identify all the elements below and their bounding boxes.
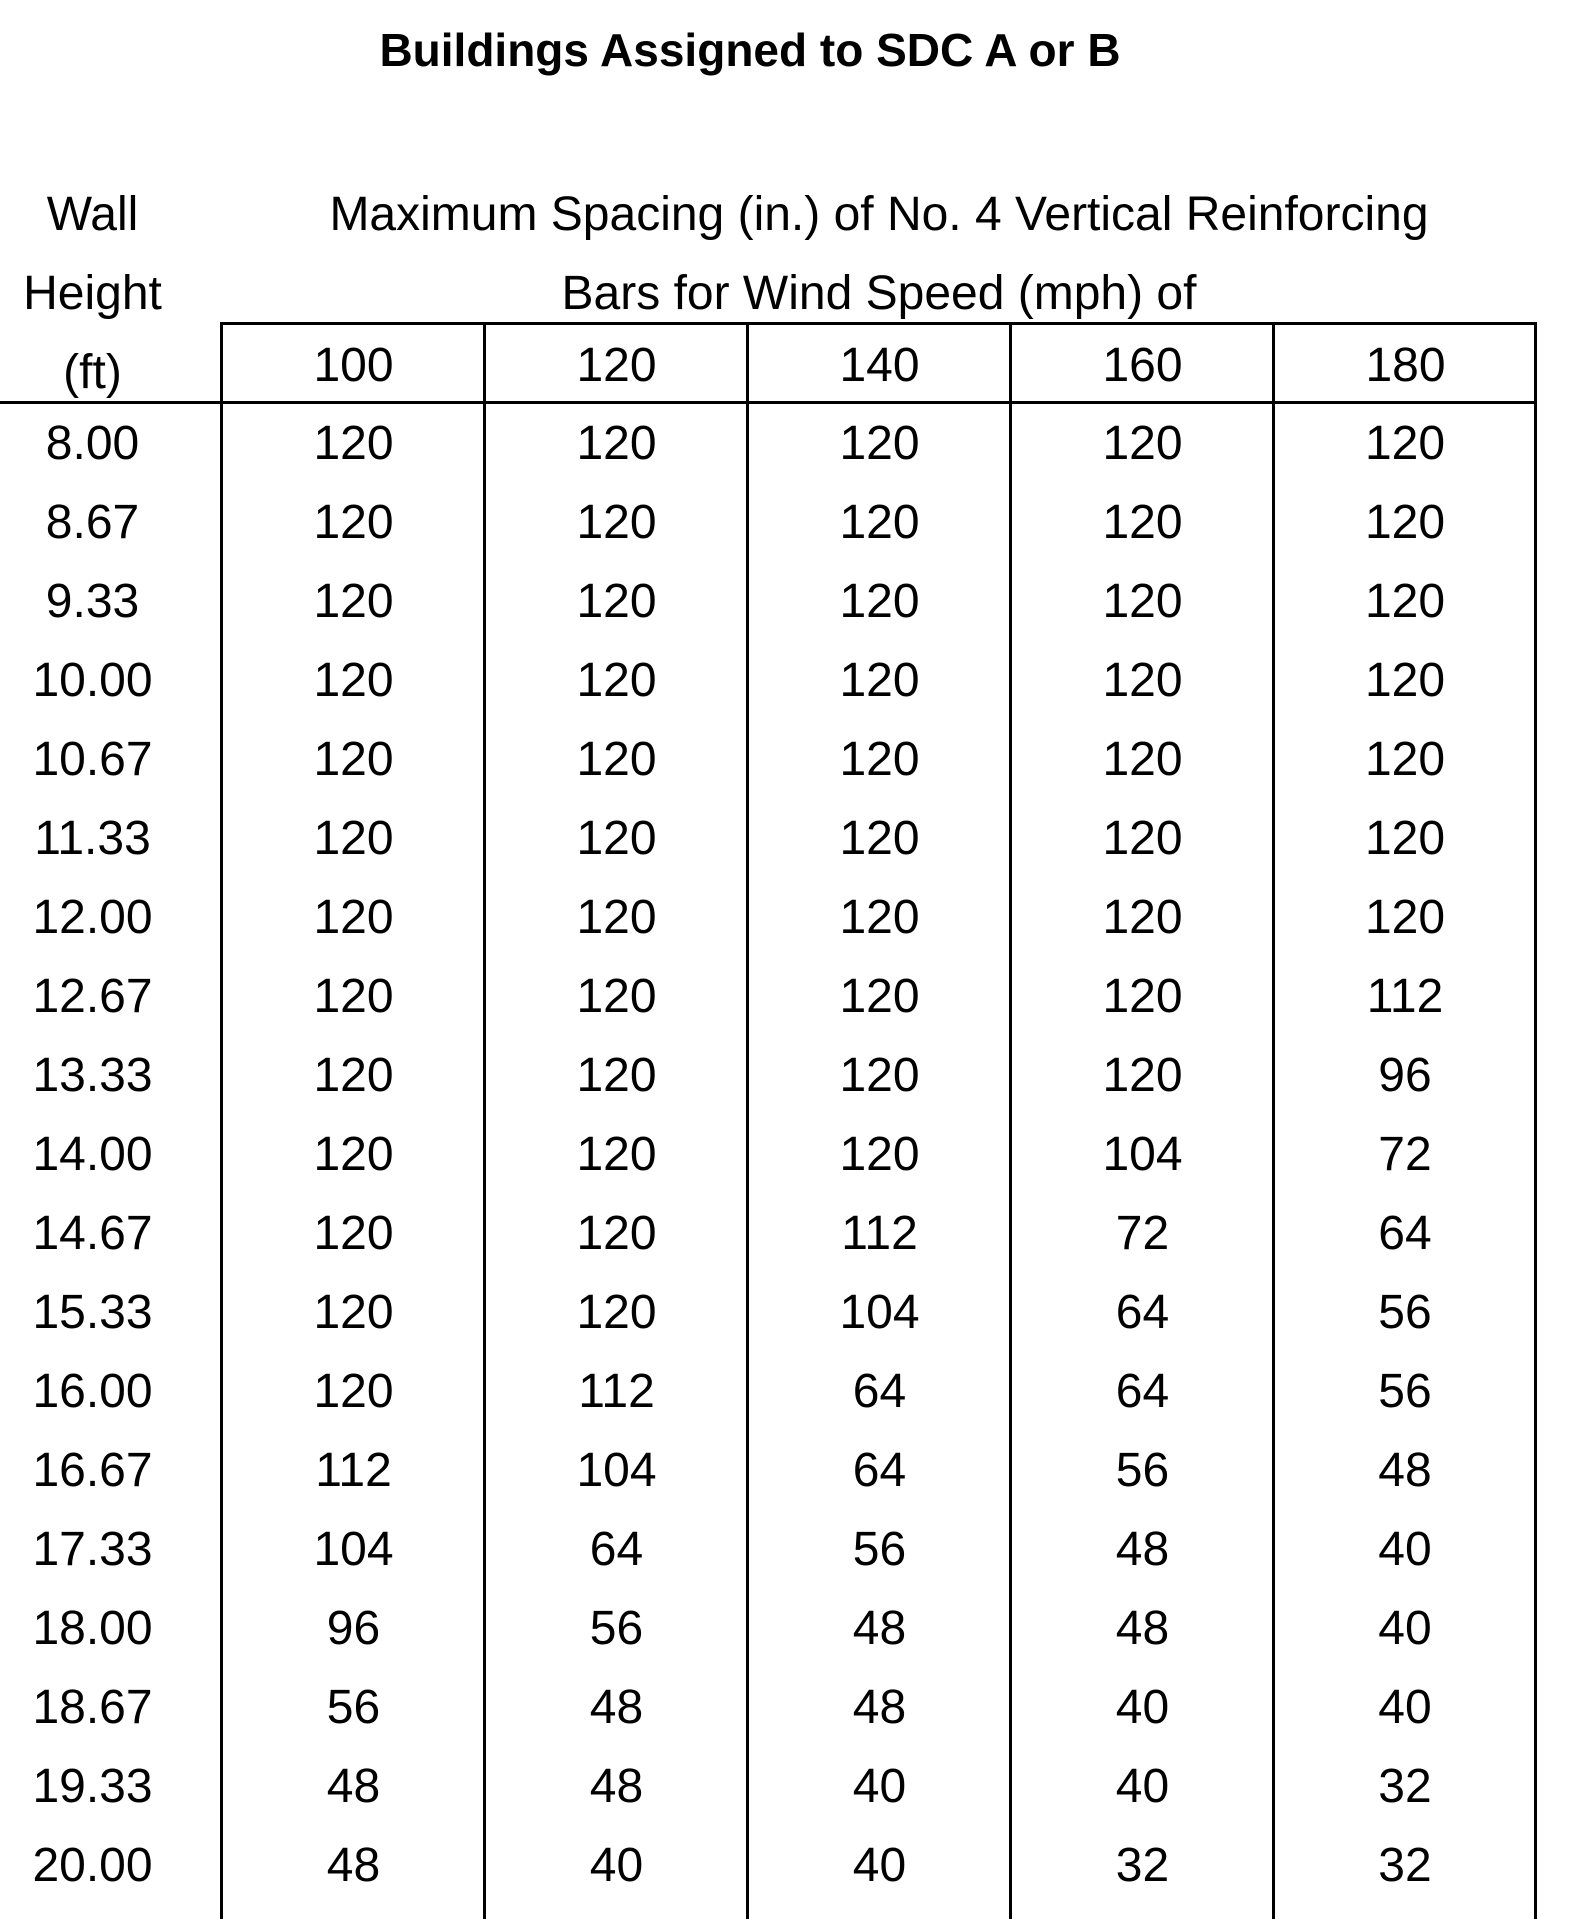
wall-height-cell: 16.00 bbox=[32, 1365, 153, 1418]
spacing-cell: 120 bbox=[1364, 891, 1446, 944]
spacing-cell: 120 bbox=[1102, 891, 1183, 944]
table-row bbox=[0, 1826, 1536, 1905]
header-top-border bbox=[222, 322, 1536, 325]
spacing-cell: 120 bbox=[313, 812, 394, 865]
spacing-cell: 120 bbox=[839, 812, 920, 865]
spacing-cell: 120 bbox=[1102, 654, 1183, 707]
wall-height-cell: 14.67 bbox=[32, 1207, 153, 1260]
wall-height-cell: 8.67 bbox=[45, 496, 140, 549]
spacing-cell: 72 bbox=[1378, 1128, 1432, 1181]
spacing-cell: 96 bbox=[1378, 1049, 1432, 1102]
table-row bbox=[0, 1352, 1536, 1431]
spacing-cell: 120 bbox=[839, 733, 920, 786]
spacing-cell: 120 bbox=[1364, 417, 1446, 470]
table-row bbox=[0, 404, 1536, 483]
spacing-cell: 48 bbox=[1378, 1444, 1432, 1497]
spacing-cell: 48 bbox=[1115, 1523, 1170, 1576]
spacing-cell: 120 bbox=[839, 1128, 920, 1181]
spacing-cell: 112 bbox=[315, 1444, 392, 1497]
spacing-cell: 48 bbox=[589, 1681, 644, 1734]
spacing-cell: 120 bbox=[839, 970, 920, 1023]
wall-height-cell: 12.67 bbox=[32, 970, 153, 1023]
spacing-cell: 120 bbox=[313, 891, 394, 944]
table-row bbox=[0, 1747, 1536, 1826]
wall-height-cell: 18.67 bbox=[32, 1681, 153, 1734]
spacing-cell: 40 bbox=[1378, 1523, 1432, 1576]
spacing-group-header bbox=[222, 175, 1536, 333]
spacing-cell: 120 bbox=[313, 1207, 394, 1260]
spacing-cell: 120 bbox=[313, 575, 394, 628]
spacing-cell: 64 bbox=[1115, 1365, 1170, 1418]
table-row bbox=[0, 1115, 1536, 1194]
wall-height-cell: 12.00 bbox=[32, 891, 153, 944]
spacing-cell: 120 bbox=[576, 1207, 657, 1260]
spacing-cell: 48 bbox=[326, 1839, 381, 1892]
spacing-cell: 40 bbox=[852, 1760, 907, 1813]
spacing-cell: 120 bbox=[1364, 575, 1446, 628]
spacing-cell: 120 bbox=[576, 417, 657, 470]
wall-height-cell: 13.33 bbox=[32, 1049, 153, 1102]
spacing-cell: 120 bbox=[576, 1049, 657, 1102]
wind-speed-header: 120 bbox=[576, 339, 657, 392]
table-row bbox=[0, 641, 1536, 720]
wall-height-header bbox=[0, 175, 185, 412]
spacing-cell: 120 bbox=[313, 970, 394, 1023]
spacing-cell: 120 bbox=[839, 496, 920, 549]
spacing-cell: 120 bbox=[576, 1286, 657, 1339]
wall-height-header-line2: Height bbox=[23, 267, 162, 320]
table-row bbox=[0, 957, 1536, 1036]
spacing-cell: 120 bbox=[313, 417, 394, 470]
spacing-cell: 56 bbox=[1378, 1365, 1432, 1418]
spacing-cell: 40 bbox=[1115, 1681, 1170, 1734]
wall-height-cell: 10.00 bbox=[32, 654, 153, 707]
spacing-cell: 104 bbox=[1102, 1128, 1183, 1181]
spacing-cell: 120 bbox=[576, 970, 657, 1023]
spacing-cell: 48 bbox=[589, 1760, 644, 1813]
spacing-cell: 120 bbox=[576, 812, 657, 865]
spacing-cell: 48 bbox=[852, 1602, 907, 1655]
spacing-cell: 120 bbox=[1364, 654, 1446, 707]
spacing-cell: 120 bbox=[1102, 496, 1183, 549]
spacing-cell: 120 bbox=[1364, 733, 1446, 786]
spacing-cell: 64 bbox=[1378, 1207, 1432, 1260]
wind-speed-header: 100 bbox=[313, 339, 394, 392]
spacing-cell: 120 bbox=[313, 1128, 394, 1181]
spacing-cell: 32 bbox=[1378, 1760, 1432, 1813]
spacing-cell: 56 bbox=[852, 1523, 907, 1576]
spacing-cell: 120 bbox=[839, 417, 920, 470]
spacing-cell: 104 bbox=[839, 1286, 920, 1339]
spacing-cell: 32 bbox=[1115, 1839, 1170, 1892]
spacing-cell: 120 bbox=[313, 733, 394, 786]
spacing-cell: 112 bbox=[578, 1365, 655, 1418]
spacing-cell: 120 bbox=[1102, 812, 1183, 865]
wall-height-cell: 9.33 bbox=[45, 575, 140, 628]
wall-height-cell: 15.33 bbox=[32, 1286, 153, 1339]
spacing-cell: 120 bbox=[313, 1365, 394, 1418]
spacing-cell: 56 bbox=[1378, 1286, 1432, 1339]
wind-speed-header: 140 bbox=[839, 339, 920, 392]
table-row bbox=[0, 878, 1536, 957]
spacing-cell: 120 bbox=[1102, 417, 1183, 470]
spacing-cell: 120 bbox=[576, 654, 657, 707]
wall-height-header-line1: Wall bbox=[46, 188, 139, 241]
table-row bbox=[0, 1589, 1536, 1668]
wall-height-cell: 18.00 bbox=[32, 1602, 153, 1655]
spacing-cell: 120 bbox=[839, 1049, 920, 1102]
table-row bbox=[0, 483, 1536, 562]
spacing-cell: 40 bbox=[1378, 1602, 1432, 1655]
spacing-cell: 120 bbox=[839, 575, 920, 628]
table-row bbox=[0, 1273, 1536, 1352]
spacing-cell: 64 bbox=[852, 1365, 907, 1418]
table-row bbox=[0, 562, 1536, 641]
spacing-cell: 120 bbox=[576, 496, 657, 549]
wall-height-cell: 8.00 bbox=[45, 417, 140, 470]
spacing-cell: 72 bbox=[1115, 1207, 1170, 1260]
wall-height-cell: 11.33 bbox=[34, 812, 151, 865]
spacing-cell: 64 bbox=[1115, 1286, 1170, 1339]
wall-height-cell: 16.67 bbox=[32, 1444, 153, 1497]
wall-height-cell: 20.00 bbox=[32, 1839, 153, 1892]
spacing-cell: 112 bbox=[841, 1207, 918, 1260]
spacing-cell: 120 bbox=[313, 1049, 394, 1102]
spacing-cell: 120 bbox=[1102, 575, 1183, 628]
spacing-cell: 120 bbox=[576, 733, 657, 786]
spacing-cell: 104 bbox=[576, 1444, 657, 1497]
spacing-cell: 56 bbox=[326, 1681, 381, 1734]
table-row bbox=[0, 720, 1536, 799]
spacing-cell: 120 bbox=[1364, 496, 1446, 549]
spacing-cell: 64 bbox=[589, 1523, 644, 1576]
spacing-cell: 32 bbox=[1378, 1839, 1432, 1892]
wind-speed-header: 180 bbox=[1365, 339, 1446, 392]
wall-height-cell: 14.00 bbox=[32, 1128, 153, 1181]
spacing-cell: 64 bbox=[852, 1444, 907, 1497]
spacing-cell: 48 bbox=[1115, 1602, 1170, 1655]
table-row bbox=[0, 1431, 1536, 1510]
spacing-cell: 56 bbox=[589, 1602, 644, 1655]
table-row bbox=[0, 799, 1536, 878]
spacing-cell: 56 bbox=[1115, 1444, 1170, 1497]
spacing-cell: 40 bbox=[589, 1839, 644, 1892]
spacing-cell: 120 bbox=[839, 891, 920, 944]
spacing-cell: 48 bbox=[852, 1681, 907, 1734]
spacing-cell: 120 bbox=[313, 496, 394, 549]
spacing-cell: 40 bbox=[1378, 1681, 1432, 1734]
table-title: Buildings Assigned to SDC A or B bbox=[379, 24, 1121, 76]
spacing-group-header-line2: Bars for Wind Speed (mph) of bbox=[561, 267, 1197, 320]
table-row bbox=[0, 1194, 1536, 1273]
wind-speed-header: 160 bbox=[1102, 339, 1183, 392]
spacing-group-header-line1: Maximum Spacing (in.) of No. 4 Vertical Reinforcing bbox=[329, 188, 1429, 241]
spacing-cell: 120 bbox=[1364, 812, 1446, 865]
spacing-cell: 104 bbox=[313, 1523, 394, 1576]
spacing-cell: 120 bbox=[576, 891, 657, 944]
spacing-cell: 40 bbox=[852, 1839, 907, 1892]
spacing-cell: 120 bbox=[576, 1128, 657, 1181]
spacing-cell: 120 bbox=[1102, 1049, 1183, 1102]
table-row bbox=[0, 1510, 1536, 1589]
spacing-cell: 96 bbox=[326, 1602, 381, 1655]
table-row bbox=[0, 1668, 1536, 1747]
spacing-cell: 112 bbox=[1366, 970, 1444, 1023]
spacing-cell: 120 bbox=[313, 654, 394, 707]
spacing-cell: 40 bbox=[1115, 1760, 1170, 1813]
wall-height-cell: 17.33 bbox=[32, 1523, 153, 1576]
wall-height-cell: 10.67 bbox=[32, 733, 153, 786]
wall-height-header-line3: (ft) bbox=[63, 346, 122, 399]
spacing-cell: 120 bbox=[313, 1286, 394, 1339]
spacing-cell: 120 bbox=[839, 654, 920, 707]
spacing-cell: 48 bbox=[326, 1760, 381, 1813]
spacing-cell: 120 bbox=[576, 575, 657, 628]
spacing-cell: 120 bbox=[1102, 970, 1183, 1023]
spacing-cell: 120 bbox=[1102, 733, 1183, 786]
wall-height-cell: 19.33 bbox=[32, 1760, 153, 1813]
table-row bbox=[0, 1036, 1536, 1115]
